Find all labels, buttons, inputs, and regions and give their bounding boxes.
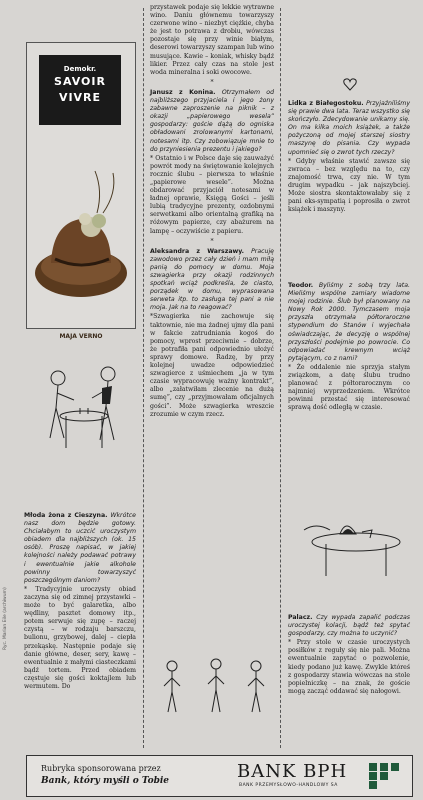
reader-name: Aleksandra z Warszawy. — [150, 247, 245, 255]
reader-name: Janusz z Konina. — [150, 88, 216, 96]
reader-question: Wkrótce nasz dom będzie gotowy. Chciałabym to uczcić uroczystym obiadem dla najbliższych (ok. 15 osób). Proszę napisać, w jakiej kolejności należy podawać potrawy i ewentualnie jakie alkohole powinny towarzyszyć poszczególnym daniom? — [24, 512, 136, 584]
bank-name: BANK BPH — [237, 761, 348, 782]
reader-name: Lidka z Białegostoku. — [288, 100, 364, 107]
column-3c — [288, 614, 410, 697]
savoir-vivre-logo — [39, 55, 121, 125]
reader-question: Czy wypada zapalić podczas uroczystej kolacji, bądź też spytać gospodarzy, czy można to uczynić? — [288, 614, 410, 638]
logo-line-2: SAVOIR — [54, 75, 106, 88]
column-3 — [288, 100, 410, 215]
logo-line-3: VIVRE — [58, 91, 102, 104]
answer-text: przystawek podaje się lekkie wytrawne wino. Daniu głównemu towarzyszy czerwone wino – niezbyt ciężkie, chyba że jest to potrawa z drobiu, wówczas pozostaje się przy winie białym, deserowi towarzyszy szampan lub wino musujące. Kawie – koniak, whisky bądź likier. Przez cały czas na stole jest woda mineralna i soki owocowe. — [150, 4, 274, 76]
figures-sketch — [160, 650, 270, 720]
reader-question: Pracuję zawodowo przez cały dzień i mam miłą panią do pomocy w domu. Moja szwagierka przy okazji rodzinnych spotkań wciąż podkreśla, że ciasto, porządek w domu, wyprasowana serweta itp. to zasługa tej pani a nie moja. Jak na to reagować? — [150, 247, 274, 312]
heart-icon — [343, 78, 357, 91]
sponsor-line: Rubryka sponsorowana przez — [41, 764, 161, 773]
reader-question: Byliśmy z sobą trzy lata. Mieliśmy wspólne zamiary wiadome mojej rodzinie. Ślub był planowany na Nowy Rok 2000. Tymczasem moja przyszła otrzymała półtoraroczne stypendium do Stanów i wyjechała oświadczając, że decyzję o wspólnej przyszłości podejmie po powrocie. Co odpowiadać krewnym wciąż pytającym, co z nami? — [288, 282, 410, 362]
sponsor-banner — [26, 755, 413, 797]
answer-text: * Tradycyjnie uroczysty obiad zaczyna się od zimnej przystawki – może to być galaretka, albo wędliny, pasztet domowy itp., potem serwuje się zupę – raczej czystą – w rodzaju barszczu, bulionu, grzybowej, dalej – ciepła przekąskę. Następnie podaje się danie główne, deser, sery, kawę – ewentualnie z małymi ciasteczkami bądź tortem. Przed obiadem częstuje się gości koktajlem lub wermutem. Do — [24, 585, 136, 690]
reader-question: Otrzymałem od najbliższego przyjaciela i jego żony zabawne zaproszenie na piknik – z okazji „papierowego wesela” gospodarzy: goście dążą do ogniska obładowani zrolowanymi kartonami, notesami itp. Czy zobowiązuje mnie to do przyniesienia prezentu i jakiego? — [150, 88, 274, 153]
bank-logo-icon — [367, 761, 401, 791]
answer-text: * Że oddalenie nie sprzyja stałym związkom, a datę ślubu trudno planować z półtorarocznym co najmniej wyprzedzeniem. Wkrótce powinni przestać się interesować sprawą dość odległą w czasie. — [288, 363, 410, 412]
column-3b — [288, 282, 410, 414]
illustration-credit: Ryc. Marian Eile (archiwum) — [3, 587, 8, 650]
section-separator: * — [210, 237, 214, 245]
author-name: MAJA VERNO — [59, 333, 103, 340]
answer-text: * Przy stole w czasie uroczystych posiłków z reguły się nie pali. Można ewentualnie zapytać o pozwolenie, kiedy podano już kawę. Zwykle któreś z gospodarzy stawia wówczas na stole popielniczkę – na znak, że goście mogą zacząć oddawać się nałogowi. — [288, 639, 410, 695]
reader-name: Teodor. — [288, 282, 314, 289]
bank-subtitle: BANK PRZEMYSŁOWO-HANDLOWY SA — [239, 783, 338, 788]
answer-text: * Gdyby właśnie stawić zawsze się zwraca – bez względu na to, czy znajomość trwa, czy nie. W tym drugim wypadku – jak najszybciej. Może siostra skontaktowałaby się z pani eks-sympatią i poprosiła o zwrot książek i maszyny. — [288, 157, 410, 214]
dinner-couple-sketch — [40, 348, 130, 468]
column-2 — [150, 4, 274, 420]
reader-name: Palacz. — [288, 614, 313, 621]
section-separator: * — [210, 78, 214, 86]
column-1 — [24, 512, 136, 692]
hat-illustration — [33, 163, 129, 313]
reader-name: Młoda żona z Cieszyna. — [24, 512, 108, 519]
column-masthead — [26, 42, 136, 340]
smoking-table-sketch — [296, 500, 408, 580]
answer-text: * Ostatnio i w Polsce daje się zauważyć powrót mody na świętowanie kolejnych rocznic ślubu – pierwsza to właśnie „papierowe wesele”. Można obdarować przyjaciół notesami w ładnej oprawie, Księgą Gości – jeśli lubią tradycyjne prezenty, ozdobnymi serwetkami albo orientalną grafiką na różowym papierze, czy abażurem na lampę – oczywiście z papieru. — [150, 154, 274, 235]
column-divider — [280, 8, 281, 748]
reader-question: Przyjaźniliśmy się prawie dwa lata. Teraz wszystko się skończyło. Zdecydowanie unikamy się. On ma kilka moich książek, a także pożyczoną od mojej starszej siostry maszynę do pisania. Czy wypada upomnieć się o zwrot tych rzeczy? — [288, 100, 410, 156]
bank-slogan: Bank, który myśli o Tobie — [41, 776, 170, 786]
answer-text: *Szwagierka nie zachowuje się taktownie, nie ma żadnej ujmy dla pani w fakcie zatrudniania kogoś do pomocy, wprost przeciwnie – dobrze, że potrafiła pani odpowiednio ułożyć sprawy domowe. Radzę, by przy kolejnej uwadze odpowiedzieć szwagierce z uśmiechem „ja w tym czasie wypracowuję ważny kontrakt”, albo „załatwiłam zlecenie na dużą sumę”, czy „przyjmowałam oficjalnych gości”. Może szwagierka wreszcie zrozumie w czym rzecz. — [150, 313, 274, 418]
column-divider — [143, 8, 144, 748]
logo-line-1: Demokr. — [63, 65, 97, 73]
